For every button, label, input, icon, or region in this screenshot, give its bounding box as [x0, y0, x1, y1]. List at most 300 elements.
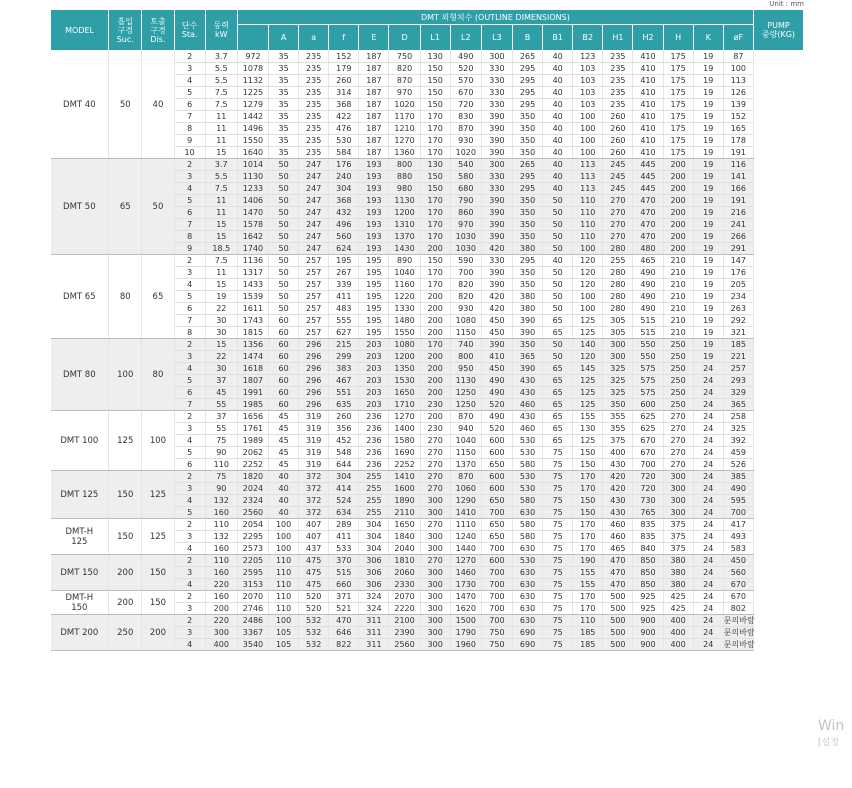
cell: 500 — [603, 603, 633, 615]
cell: 630 — [513, 603, 543, 615]
cell: 40 — [543, 171, 573, 183]
cell: 191 — [723, 195, 753, 207]
cell: 270 — [420, 459, 450, 471]
cell: 210 — [663, 303, 693, 315]
cell: 1807 — [237, 375, 268, 387]
cell: 30 — [205, 363, 237, 375]
cell: 430 — [603, 459, 633, 471]
cell: 5 — [174, 447, 205, 459]
cell: 235 — [299, 147, 329, 159]
cell: 1642 — [237, 231, 268, 243]
cell: 170 — [420, 279, 450, 291]
cell: 295 — [513, 63, 543, 75]
cell: 200 — [420, 375, 450, 387]
header-dim-15: øF — [723, 25, 753, 51]
cell: 371 — [329, 591, 359, 603]
model-cell: DMT 100 — [51, 411, 109, 471]
cell: 170 — [420, 123, 450, 135]
cell: 430 — [603, 507, 633, 519]
cell: 350 — [513, 195, 543, 207]
cell: 2 — [174, 51, 205, 63]
cell: 132 — [205, 531, 237, 543]
cell: 175 — [663, 75, 693, 87]
cell: 1810 — [389, 555, 420, 567]
cell: 355 — [603, 423, 633, 435]
cell: 600 — [481, 555, 512, 567]
cell: 18.5 — [205, 243, 237, 255]
cell: 1430 — [389, 243, 420, 255]
cell: 372 — [299, 495, 329, 507]
cell: 972 — [237, 51, 268, 63]
cell: 50 — [269, 279, 299, 291]
cell: 175 — [663, 63, 693, 75]
model-cell: DMT 200 — [51, 615, 109, 651]
cell: 50 — [269, 171, 299, 183]
cell: 255 — [603, 255, 633, 267]
cell: 60 — [269, 327, 299, 339]
cell: 75 — [543, 471, 573, 483]
cell: 19 — [693, 135, 723, 147]
cell: 520 — [481, 423, 512, 435]
cell: 420 — [481, 291, 512, 303]
cell: 470 — [633, 231, 663, 243]
cell: 1310 — [389, 219, 420, 231]
cell: 520 — [299, 603, 329, 615]
cell: 1539 — [237, 291, 268, 303]
cell: 3367 — [237, 627, 268, 639]
cell: 175 — [663, 111, 693, 123]
model-cell: DMT-H 125 — [51, 519, 109, 555]
model-cell: DMT 50 — [51, 159, 109, 255]
cell: 295 — [513, 75, 543, 87]
cell: 24 — [693, 591, 723, 603]
cell: 870 — [450, 471, 481, 483]
cell: 100 — [573, 303, 603, 315]
cell: 452 — [329, 435, 359, 447]
dis-bore-cell: 65 — [142, 255, 174, 339]
cell: 520 — [450, 63, 481, 75]
cell: 193 — [359, 207, 389, 219]
cell: 270 — [420, 555, 450, 567]
cell: 203 — [359, 351, 389, 363]
cell: 19 — [693, 243, 723, 255]
cell: 2054 — [237, 519, 268, 531]
cell: 50 — [269, 291, 299, 303]
cell: 40 — [543, 123, 573, 135]
cell: 533 — [329, 543, 359, 555]
cell: 247 — [299, 183, 329, 195]
cell: 1740 — [237, 243, 268, 255]
cell: 1550 — [389, 327, 420, 339]
cell: 65 — [543, 363, 573, 375]
dis-bore-cell: 80 — [142, 339, 174, 411]
cell: 187 — [359, 51, 389, 63]
cell: 365 — [723, 399, 753, 411]
cell: 300 — [603, 351, 633, 363]
cell: 123 — [573, 51, 603, 63]
cell: 390 — [513, 327, 543, 339]
cell: 500 — [603, 639, 633, 651]
cell: 113 — [723, 75, 753, 87]
cell: 247 — [299, 207, 329, 219]
cell: 820 — [450, 291, 481, 303]
cell: 11 — [205, 195, 237, 207]
cell: 375 — [663, 543, 693, 555]
cell: 2 — [174, 519, 205, 531]
cell: 330 — [481, 99, 512, 111]
cell: 75 — [543, 591, 573, 603]
cell: 235 — [299, 135, 329, 147]
cell: 110 — [573, 207, 603, 219]
cell: 470 — [633, 219, 663, 231]
cell: 524 — [329, 495, 359, 507]
cell: 280 — [603, 291, 633, 303]
cell: 200 — [420, 351, 450, 363]
cell: 325 — [603, 387, 633, 399]
cell: 1580 — [389, 435, 420, 447]
cell: 430 — [603, 495, 633, 507]
cell: 3.7 — [205, 159, 237, 171]
cell: 425 — [663, 591, 693, 603]
cell: 530 — [513, 483, 543, 495]
cell: 835 — [633, 531, 663, 543]
cell: 1225 — [237, 87, 268, 99]
cell: 700 — [481, 507, 512, 519]
cell: 35 — [269, 63, 299, 75]
suc-bore-cell: 125 — [109, 411, 142, 471]
cell: 24 — [693, 423, 723, 435]
cell: 6 — [174, 387, 205, 399]
cell: 19 — [693, 147, 723, 159]
cell: 100 — [269, 615, 299, 627]
cell: 24 — [693, 471, 723, 483]
cell: 530 — [513, 447, 543, 459]
cell: 65 — [543, 399, 573, 411]
cell: 195 — [359, 255, 389, 267]
cell: 24 — [693, 579, 723, 591]
header-dim-11: H1 — [603, 25, 633, 51]
cell: 390 — [481, 195, 512, 207]
cell: 270 — [603, 207, 633, 219]
cell: 1500 — [450, 615, 481, 627]
cell: 255 — [359, 471, 389, 483]
cell: 365 — [513, 351, 543, 363]
cell: 380 — [513, 303, 543, 315]
cell: 470 — [633, 207, 663, 219]
cell: 700 — [481, 591, 512, 603]
cell: 1240 — [450, 531, 481, 543]
cell: 1360 — [389, 147, 420, 159]
cell: 150 — [420, 255, 450, 267]
cell: 1270 — [450, 555, 481, 567]
cell: 50 — [269, 219, 299, 231]
cell: 75 — [543, 615, 573, 627]
cell: 250 — [663, 339, 693, 351]
cell: 210 — [663, 315, 693, 327]
cell: 145 — [573, 363, 603, 375]
cell: 176 — [329, 159, 359, 171]
cell: 110 — [573, 615, 603, 627]
cell: 470 — [603, 567, 633, 579]
cell: 300 — [663, 495, 693, 507]
cell: 490 — [481, 387, 512, 399]
cell: 530 — [329, 135, 359, 147]
cell: 600 — [481, 471, 512, 483]
cell: 7.5 — [205, 255, 237, 267]
suc-bore-cell: 200 — [109, 555, 142, 591]
cell: 296 — [299, 351, 329, 363]
cell: 40 — [543, 51, 573, 63]
cell: 170 — [573, 603, 603, 615]
cell: 257 — [299, 279, 329, 291]
cell: 40 — [543, 75, 573, 87]
cell: 195 — [359, 279, 389, 291]
cell: 496 — [329, 219, 359, 231]
cell: 241 — [723, 219, 753, 231]
cell: 150 — [420, 99, 450, 111]
cell: 255 — [359, 483, 389, 495]
cell: 350 — [513, 207, 543, 219]
dis-bore-cell: 150 — [142, 591, 174, 615]
cell: 300 — [481, 51, 512, 63]
cell: 410 — [481, 351, 512, 363]
cell: 700 — [481, 615, 512, 627]
cell: 247 — [299, 219, 329, 231]
cell: 372 — [299, 471, 329, 483]
cell: 411 — [329, 291, 359, 303]
cell: 860 — [450, 207, 481, 219]
cell: 385 — [723, 471, 753, 483]
cell: 1270 — [389, 135, 420, 147]
cell: 200 — [420, 363, 450, 375]
cell: 390 — [481, 339, 512, 351]
cell: 45 — [269, 411, 299, 423]
cell: 193 — [359, 183, 389, 195]
cell: 257 — [299, 327, 329, 339]
cell: 195 — [359, 327, 389, 339]
cell: 1350 — [389, 363, 420, 375]
cell: 624 — [329, 243, 359, 255]
model-cell: DMT 125 — [51, 471, 109, 519]
cell: 650 — [481, 459, 512, 471]
cell: 75 — [543, 507, 573, 519]
cell: 475 — [299, 555, 329, 567]
cell: 1210 — [389, 123, 420, 135]
cell: 670 — [633, 447, 663, 459]
cell: 150 — [573, 495, 603, 507]
cell: 235 — [603, 63, 633, 75]
cell: 7 — [174, 219, 205, 231]
cell: 75 — [205, 471, 237, 483]
cell: 50 — [269, 159, 299, 171]
cell: 270 — [663, 411, 693, 423]
cell: 3 — [174, 267, 205, 279]
cell: 235 — [299, 99, 329, 111]
header-dim-9: B1 — [543, 25, 573, 51]
cell: 125 — [573, 375, 603, 387]
cell: 260 — [603, 135, 633, 147]
cell: 765 — [633, 507, 663, 519]
cell: 670 — [633, 435, 663, 447]
cell: 830 — [450, 111, 481, 123]
cell: 187 — [359, 87, 389, 99]
cell: 2295 — [237, 531, 268, 543]
cell: 515 — [633, 315, 663, 327]
cell: 330 — [481, 75, 512, 87]
cell: 50 — [543, 279, 573, 291]
cell: 400 — [663, 627, 693, 639]
cell: 200 — [663, 219, 693, 231]
cell: 24 — [693, 363, 723, 375]
cell: 160 — [205, 543, 237, 555]
cell: 235 — [299, 111, 329, 123]
cell: 822 — [329, 639, 359, 651]
cell: 187 — [359, 75, 389, 87]
cell: 170 — [573, 531, 603, 543]
header-dim-8: B — [513, 25, 543, 51]
cell: 375 — [603, 435, 633, 447]
cell: 187 — [359, 123, 389, 135]
cell: 6 — [174, 303, 205, 315]
cell: 330 — [481, 255, 512, 267]
cell: 490 — [723, 483, 753, 495]
cell: 450 — [481, 363, 512, 375]
cell: 900 — [633, 615, 663, 627]
cell: 185 — [573, 639, 603, 651]
cell: 820 — [389, 63, 420, 75]
cell: 230 — [420, 399, 450, 411]
cell: 630 — [513, 579, 543, 591]
cell: 7 — [174, 399, 205, 411]
cell: 380 — [513, 291, 543, 303]
cell: 247 — [299, 243, 329, 255]
cell: 110 — [269, 603, 299, 615]
cell: 450 — [723, 555, 753, 567]
cell: 65 — [543, 423, 573, 435]
cell: 187 — [359, 147, 389, 159]
cell: 300 — [420, 543, 450, 555]
cell: 532 — [299, 639, 329, 651]
cell: 75 — [543, 459, 573, 471]
cell: 314 — [329, 87, 359, 99]
cell: 850 — [633, 555, 663, 567]
cell: 580 — [513, 531, 543, 543]
cell: 417 — [723, 519, 753, 531]
header-dim-14: K — [693, 25, 723, 51]
cell: 410 — [633, 75, 663, 87]
cell: 257 — [299, 291, 329, 303]
cell: 139 — [723, 99, 753, 111]
cell: 521 — [329, 603, 359, 615]
cell: 560 — [329, 231, 359, 243]
model-cell: DMT 80 — [51, 339, 109, 411]
cell: 116 — [723, 159, 753, 171]
cell: 235 — [603, 75, 633, 87]
cell: 270 — [663, 459, 693, 471]
cell: 19 — [693, 75, 723, 87]
cell: 100 — [573, 123, 603, 135]
cell: 270 — [420, 471, 450, 483]
cell: 1270 — [389, 411, 420, 423]
cell: 548 — [329, 447, 359, 459]
cell: 50 — [269, 183, 299, 195]
cell: 55 — [205, 399, 237, 411]
cell: 8 — [174, 327, 205, 339]
cell: 40 — [543, 147, 573, 159]
cell: 19 — [693, 183, 723, 195]
cell: 1200 — [389, 207, 420, 219]
cell: 60 — [269, 315, 299, 327]
cell: 125 — [573, 435, 603, 447]
suc-bore-cell: 150 — [109, 471, 142, 519]
cell: 350 — [513, 231, 543, 243]
cell: 75 — [543, 447, 573, 459]
cell: 75 — [543, 543, 573, 555]
cell: 329 — [723, 387, 753, 399]
cell: 75 — [205, 435, 237, 447]
cell: 870 — [450, 123, 481, 135]
cell: 215 — [329, 339, 359, 351]
cell: 800 — [450, 351, 481, 363]
cell: 24 — [693, 639, 723, 651]
cell: 2205 — [237, 555, 268, 567]
cell: 1130 — [237, 171, 268, 183]
cell: 1080 — [450, 315, 481, 327]
cell: 257 — [299, 315, 329, 327]
cell: 325 — [723, 423, 753, 435]
cell: 50 — [543, 243, 573, 255]
table-row — [51, 159, 804, 171]
cell: 2 — [174, 471, 205, 483]
cell: 2 — [174, 615, 205, 627]
cell: 555 — [329, 315, 359, 327]
cell: 300 — [205, 627, 237, 639]
cell: 2324 — [237, 495, 268, 507]
cell: 75 — [543, 531, 573, 543]
cell: 50 — [269, 267, 299, 279]
cell: 50 — [543, 267, 573, 279]
cell: 1480 — [389, 315, 420, 327]
cell: 175 — [663, 87, 693, 99]
cell: 1400 — [389, 423, 420, 435]
cell: 1356 — [237, 339, 268, 351]
suc-bore-cell: 80 — [109, 255, 142, 339]
cell: 75 — [543, 555, 573, 567]
cell: 50 — [543, 339, 573, 351]
cell: 24 — [693, 459, 723, 471]
cell: 2040 — [389, 543, 420, 555]
cell: 330 — [481, 171, 512, 183]
cell: 1611 — [237, 303, 268, 315]
cell: 3.7 — [205, 51, 237, 63]
cell: 300 — [663, 507, 693, 519]
cell: 195 — [359, 267, 389, 279]
cell: 195 — [329, 255, 359, 267]
cell: 200 — [663, 195, 693, 207]
cell: 980 — [389, 183, 420, 195]
cell: 425 — [663, 603, 693, 615]
cell: 35 — [269, 75, 299, 87]
cell: 250 — [663, 363, 693, 375]
cell: 319 — [299, 447, 329, 459]
cell: 432 — [329, 207, 359, 219]
cell: 1020 — [450, 147, 481, 159]
table-row — [51, 555, 804, 567]
cell: 750 — [481, 639, 512, 651]
cell: 1290 — [450, 495, 481, 507]
cell: 380 — [663, 555, 693, 567]
cell: 11 — [205, 267, 237, 279]
